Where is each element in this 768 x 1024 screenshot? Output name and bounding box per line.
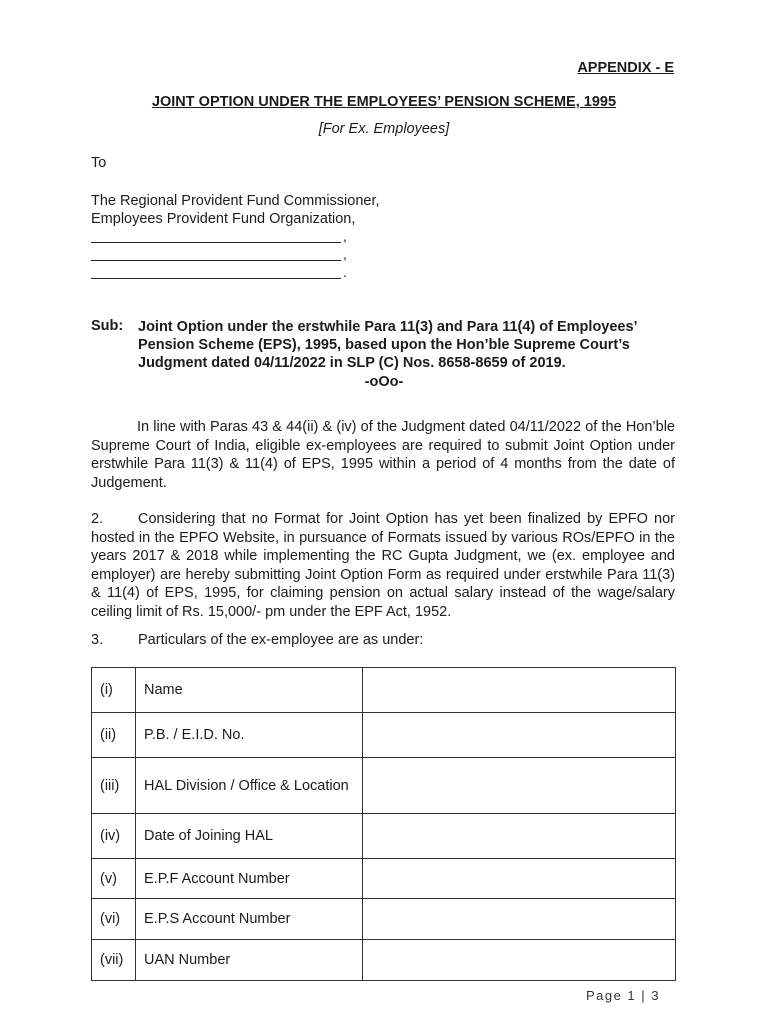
row-value[interactable] (363, 899, 676, 940)
row-index: (vii) (92, 940, 136, 981)
paragraph-3-text: Particulars of the ex-employee are as under: (138, 632, 424, 648)
address-blank-suffix-1: , (343, 228, 347, 244)
particulars-table (91, 667, 676, 981)
table-row (92, 940, 676, 981)
subject-text: Joint Option under the erstwhile Para 11(3) and Para 11(4) of Employees’ Pension Scheme (EPS), 1995, based upon the Hon’ble Supreme Court’s Judgment dated 04/11/2022 in SLP (C) Nos. 8658-8659 of 2019. (138, 319, 637, 371)
table-row (92, 668, 676, 713)
subject-label: Sub: (91, 318, 124, 334)
address-blank-line-2 (91, 260, 341, 261)
table-row (92, 899, 676, 940)
appendix-label: APPENDIX - E (577, 60, 674, 76)
table-row (92, 859, 676, 899)
address-block (91, 192, 380, 228)
row-value[interactable] (363, 668, 676, 713)
row-label: Date of Joining HAL (136, 814, 363, 859)
row-index: (iv) (92, 814, 136, 859)
address-blank-line-3 (91, 278, 341, 279)
row-value[interactable] (363, 814, 676, 859)
document-title: JOINT OPTION UNDER THE EMPLOYEES’ PENSION SCHEME, 1995 (151, 94, 617, 110)
row-index: (vi) (92, 899, 136, 940)
address-blank-suffix-2: , (343, 246, 347, 262)
address-line-1: The Regional Provident Fund Commissioner, (91, 193, 380, 209)
page-number: Page 1 | 3 (585, 988, 660, 1003)
row-label: E.P.S Account Number (136, 899, 363, 940)
paragraph-2-text: Considering that no Format for Joint Option has yet been finalized by EPFO nor hosted in the EPFO Website, in pursuance of Formats issued by various ROs/EPFO in the years 2017 & 2018 while implementing the RC Gupta Judgment, we (ex. employee and employer) are hereby submitting Joint Option Form as required under erstwhile Para 11(3) & 11(4) of EPS, 1995, for claiming pension on actual salary instead of the wage/salary ceiling limit of Rs. 15,000/- pm under the EPF Act, 1952. (91, 511, 675, 620)
address-blank-suffix-3: . (343, 264, 347, 280)
subject-separator: -oOo- (364, 374, 404, 390)
paragraph-3-number: 3. (91, 632, 104, 648)
table-row (92, 814, 676, 859)
row-label: UAN Number (136, 940, 363, 981)
document-subtitle: [For Ex. Employees] (318, 121, 450, 137)
row-index: (ii) (92, 713, 136, 758)
paragraph-1: In line with Paras 43 & 44(ii) & (iv) of the Judgment dated 04/11/2022 of the Hon’ble Supreme Court of India, eligible ex-employees are required to submit Joint Option under erstwhile Para 11(3) & 11(4) of EPS, 1995 within a period of 4 months from the date of Judgement. (91, 419, 675, 491)
paragraph-2 (91, 510, 675, 621)
row-label: P.B. / E.I.D. No. (136, 713, 363, 758)
row-index: (v) (92, 859, 136, 899)
row-label: HAL Division / Office & Location (136, 758, 363, 814)
address-blank-line-1 (91, 242, 341, 243)
table-row (92, 758, 676, 814)
paragraph-3 (91, 632, 423, 648)
to-label: To (91, 155, 107, 171)
address-line-2: Employees Provident Fund Organization, (91, 211, 356, 227)
row-value[interactable] (363, 758, 676, 814)
row-value[interactable] (363, 713, 676, 758)
row-value[interactable] (363, 940, 676, 981)
row-index: (iii) (92, 758, 136, 814)
paragraph-2-number: 2. (91, 511, 104, 527)
table-row (92, 713, 676, 758)
row-label: E.P.F Account Number (136, 859, 363, 899)
row-value[interactable] (363, 859, 676, 899)
row-index: (i) (92, 668, 136, 713)
row-label: Name (136, 668, 363, 713)
